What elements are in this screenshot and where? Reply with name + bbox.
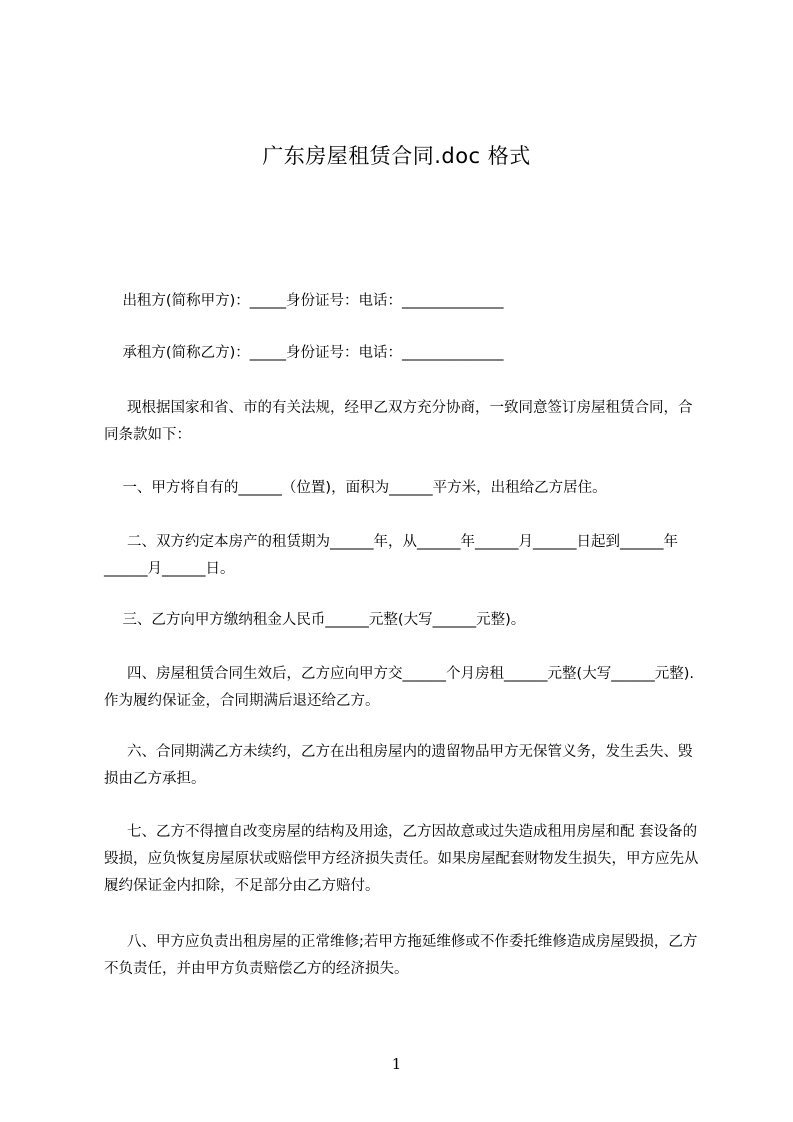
- document-title: 广东房屋租赁合同.doc 格式: [262, 144, 531, 168]
- clause-1: 一、甲方将自有的______（位置)，面积为______平方米，出租给乙方居住。: [104, 480, 607, 496]
- clause-4: 四、房屋租赁合同生效后，乙方应向甲方交______个月房租______元整(大写______元整).作为履约保证金，合同期满后退还给乙方。: [104, 666, 694, 709]
- clause-8: 八、甲方应负责出租房屋的正常维修;若甲方拖延维修或不作委托维修造成房屋毁损，乙方不负责任，并由甲方负责赔偿乙方的经济损失。: [104, 934, 698, 977]
- preamble-paragraph: 现根据国家和省、市的有关法规，经甲乙双方充分协商，一致同意签订房屋租赁合同，合同条款如下：: [104, 400, 693, 443]
- clause-2: 二、双方约定本房产的租赁期为______年，从______年______月______日起到______年______月______日。: [104, 534, 679, 577]
- lessor-line: 出租方(简称甲方)：_____身份证号：电话：______________: [104, 293, 504, 309]
- page-number: 1: [391, 1055, 402, 1073]
- clause-6: 六、合同期满乙方未续约，乙方在出租房屋内的遗留物品甲方无保管义务，发生丢失、毁损由乙方承担。: [104, 744, 693, 787]
- clause-3: 三、乙方向甲方缴纳租金人民币______元整(大写______元整)。: [104, 612, 526, 628]
- clause-7: 七、乙方不得擅自改变房屋的结构及用途，乙方因故意或过失造成租用房屋和配 套设备的毁损，应负恢复房屋原状或赔偿甲方经济损失责任。如果房屋配套财物发生损失，甲方应先从履约保证金内扣除，不足部分由乙方赔付。: [104, 824, 699, 894]
- lessee-line: 承租方(简称乙方)：_____身份证号：电话：______________: [104, 345, 504, 361]
